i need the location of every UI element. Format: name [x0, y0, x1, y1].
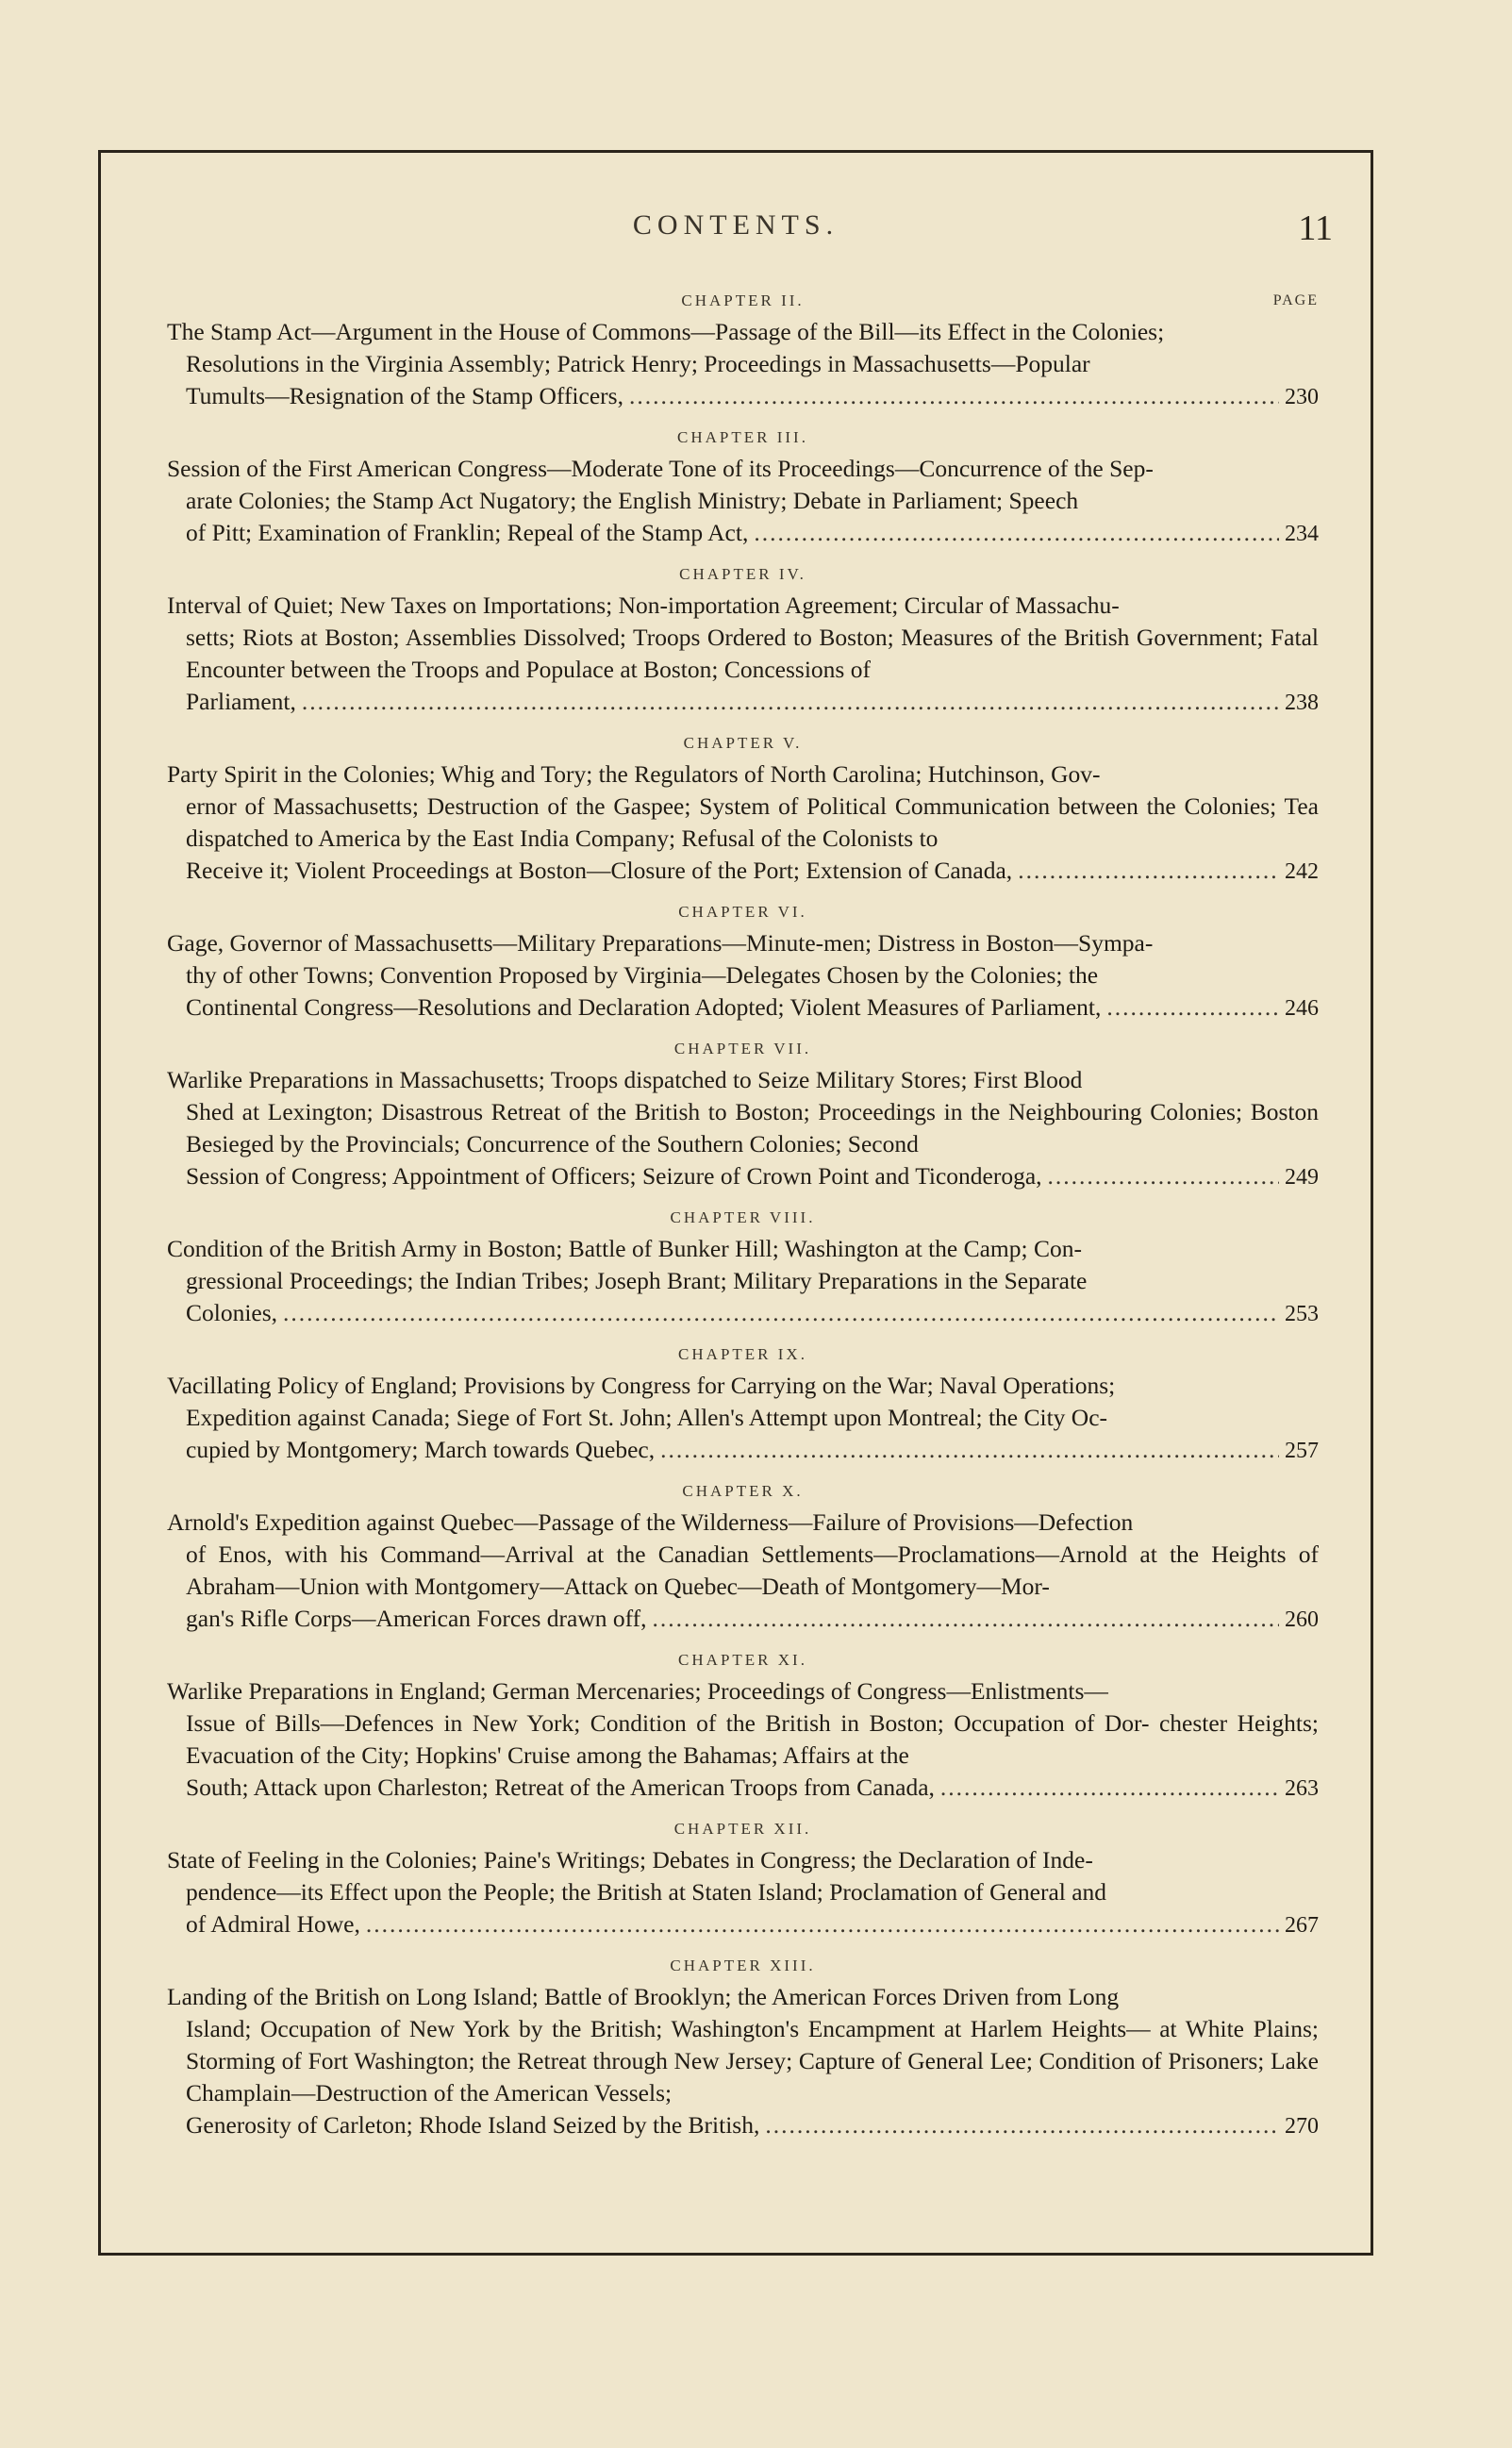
- dot-leader: [283, 1297, 1279, 1329]
- chapter-summary: [167, 590, 1319, 719]
- chapter-page-number: 242: [1285, 859, 1319, 884]
- chapter-heading-text: CHAPTER X.: [682, 1482, 804, 1500]
- summary-last-line: gan's Rifle Corps—American Forces drawn off,: [186, 1605, 647, 1632]
- chapter-heading: [167, 1343, 1319, 1366]
- chapter-heading: [167, 1649, 1319, 1672]
- chapter-entry: [167, 426, 1319, 550]
- chapter-page-number: 230: [1285, 385, 1319, 409]
- chapter-page-number: 249: [1285, 1165, 1319, 1190]
- chapter-heading: [167, 732, 1319, 755]
- chapter-page-number: 267: [1285, 1913, 1319, 1938]
- dot-leader: [1106, 991, 1279, 1024]
- chapter-heading-text: CHAPTER IV.: [679, 565, 806, 583]
- chapter-heading-text: CHAPTER III.: [677, 428, 808, 446]
- chapter-entry: [167, 290, 1319, 413]
- summary-last-line: Continental Congress—Resolutions and Declaration Adopted; Violent Measures of Parliament,: [186, 993, 1102, 1021]
- summary-body: Expedition against Canada; Siege of Fort St. John; Allen's Attempt upon Montreal; the City Oc-: [186, 1404, 1108, 1431]
- chapter-entry: [167, 1038, 1319, 1193]
- chapter-page-number: 263: [1285, 1776, 1319, 1801]
- dot-leader: [660, 1434, 1279, 1466]
- running-title: CONTENTS.: [632, 209, 839, 241]
- chapter-entry: [167, 1955, 1319, 2142]
- chapter-heading: [167, 1480, 1319, 1503]
- chapter-heading: [167, 563, 1319, 586]
- dot-leader: [653, 1603, 1279, 1635]
- chapter-summary: [167, 927, 1319, 1024]
- chapter-summary: [167, 1675, 1319, 1805]
- dot-leader: [366, 1908, 1279, 1940]
- chapter-entry: [167, 1207, 1319, 1330]
- chapter-entry: [167, 732, 1319, 888]
- summary-first-line: Party Spirit in the Colonies; Whig and Tory; the Regulators of North Carolina; Hutchinson, Gov-: [167, 760, 1101, 788]
- summary-body: Resolutions in the Virginia Assembly; Patrick Henry; Proceedings in Massachusetts—Popular: [186, 350, 1090, 377]
- summary-body: Shed at Lexington; Disastrous Retreat of the British to Boston; Proceedings in the Neighbouring Colonies; Boston Besieged by the Provincials; Concurrence of the Southern Colonies; Second: [186, 1098, 1319, 1157]
- chapter-heading: [167, 290, 1319, 312]
- chapter-entry: [167, 1649, 1319, 1805]
- chapter-heading-text: CHAPTER XI.: [678, 1651, 807, 1669]
- summary-last-line: of Admiral Howe,: [186, 1910, 360, 1938]
- chapter-entry: [167, 563, 1319, 719]
- summary-last-line: Receive it; Violent Proceedings at Boston—Closure of the Port; Extension of Canada,: [186, 857, 1013, 884]
- summary-body: setts; Riots at Boston; Assemblies Dissolved; Troops Ordered to Boston; Measures of the British Government; Fatal Encounter between the Troops and Populace at Boston; Concessions of: [186, 624, 1319, 683]
- chapter-heading: [167, 1955, 1319, 1977]
- summary-first-line: Warlike Preparations in Massachusetts; Troops dispatched to Seize Military Stores; First Blood: [167, 1066, 1083, 1093]
- chapter-page-number: 270: [1285, 2114, 1319, 2139]
- chapter-page-number: 257: [1285, 1439, 1319, 1463]
- chapter-page-number: 246: [1285, 996, 1319, 1021]
- chapter-heading-text: CHAPTER II.: [681, 291, 805, 309]
- summary-first-line: Gage, Governor of Massachusetts—Military Preparations—Minute-men; Distress in Boston—Sympa-: [167, 929, 1154, 957]
- table-of-contents: [167, 290, 1319, 2142]
- page-column-label: PAGE: [1272, 292, 1319, 308]
- dot-leader: [629, 380, 1279, 412]
- summary-first-line: Landing of the British on Long Island; Battle of Brooklyn; the American Forces Driven from Long: [167, 1983, 1120, 2010]
- page-number: 11: [1298, 208, 1333, 248]
- chapter-entry: [167, 1818, 1319, 1941]
- summary-first-line: Interval of Quiet; New Taxes on Importations; Non-importation Agreement; Circular of Massachu-: [167, 591, 1120, 619]
- chapter-heading: [167, 1038, 1319, 1060]
- chapter-page-number: 260: [1285, 1607, 1319, 1632]
- summary-last-line: Session of Congress; Appointment of Officers; Seizure of Crown Point and Ticonderoga,: [186, 1162, 1042, 1190]
- dot-leader: [302, 686, 1279, 718]
- summary-body: Island; Occupation of New York by the British; Washington's Encampment at Harlem Heights— at White Plains; Storming of Fort Washington; the Retreat through New Jersey; Capture of General Lee; Condition of Prisoners; Lake Champlain—Destruction of the American Vessels;: [186, 2015, 1319, 2107]
- summary-last-line: Generosity of Carleton; Rhode Island Seized by the British,: [186, 2111, 760, 2139]
- chapter-heading-text: CHAPTER VI.: [678, 903, 807, 921]
- chapter-heading: [167, 1207, 1319, 1229]
- summary-body: arate Colonies; the Stamp Act Nugatory; the English Ministry; Debate in Parliament; Speech: [186, 487, 1079, 514]
- summary-body: ernor of Massachusetts; Destruction of the Gaspee; System of Political Communication between the Colonies; Tea dispatched to America by the East India Company; Refusal of the Colonists to: [186, 792, 1319, 852]
- chapter-heading: [167, 426, 1319, 449]
- chapter-summary: [167, 758, 1319, 888]
- chapter-summary: [167, 1844, 1319, 1941]
- dot-leader: [1018, 855, 1279, 887]
- chapter-summary: [167, 1064, 1319, 1193]
- summary-last-line: cupied by Montgomery; March towards Quebec,: [186, 1436, 656, 1463]
- chapter-heading-text: CHAPTER IX.: [678, 1345, 807, 1363]
- summary-last-line: Parliament,: [186, 688, 296, 715]
- page-frame: [98, 150, 1373, 2256]
- chapter-page-number: 253: [1285, 1302, 1319, 1326]
- dot-leader: [765, 2109, 1279, 2141]
- summary-last-line: South; Attack upon Charleston; Retreat of the American Troops from Canada,: [186, 1774, 935, 1801]
- chapter-heading-text: CHAPTER VII.: [673, 1040, 812, 1057]
- summary-body: pendence—its Effect upon the People; the British at Staten Island; Proclamation of General and: [186, 1878, 1107, 1906]
- summary-first-line: Condition of the British Army in Boston; Battle of Bunker Hill; Washington at the Camp; Con-: [167, 1235, 1082, 1262]
- dot-leader: [754, 517, 1279, 549]
- summary-last-line: Tumults—Resignation of the Stamp Officers,: [186, 382, 623, 409]
- chapter-summary: [167, 1981, 1319, 2142]
- summary-body: gressional Proceedings; the Indian Tribes; Joseph Brant; Military Preparations in the Separate: [186, 1267, 1088, 1294]
- summary-first-line: State of Feeling in the Colonies; Paine's Writings; Debates in Congress; the Declaration of Inde-: [167, 1846, 1093, 1873]
- summary-last-line: Colonies,: [186, 1299, 278, 1326]
- chapter-summary: [167, 453, 1319, 550]
- dot-leader: [940, 1772, 1279, 1804]
- summary-body: of Enos, with his Command—Arrival at the Canadian Settlements—Proclamations—Arnold at the Heights of Abraham—Union with Montgomery—Attack on Quebec—Death of Montgomery—Mor-: [186, 1540, 1319, 1600]
- summary-first-line: Session of the First American Congress—Moderate Tone of its Proceedings—Concurrence of the Sep-: [167, 455, 1154, 482]
- chapter-entry: [167, 1480, 1319, 1636]
- chapter-heading: [167, 901, 1319, 924]
- chapter-page-number: 234: [1285, 522, 1319, 546]
- chapter-summary: [167, 316, 1319, 413]
- chapter-heading: [167, 1818, 1319, 1840]
- summary-last-line: of Pitt; Examination of Franklin; Repeal of the Stamp Act,: [186, 519, 749, 546]
- summary-body: thy of other Towns; Convention Proposed by Virginia—Delegates Chosen by the Colonies; the: [186, 961, 1099, 989]
- chapter-heading-text: CHAPTER V.: [683, 734, 803, 752]
- chapter-entry: [167, 901, 1319, 1024]
- summary-body: Issue of Bills—Defences in New York; Condition of the British in Boston; Occupation of Dor- chester Heights; Evacuation of the City; Hopkins' Cruise among the Bahamas; Affairs at the: [186, 1709, 1319, 1769]
- summary-first-line: Arnold's Expedition against Quebec—Passage of the Wilderness—Failure of Provisions—Defection: [167, 1508, 1134, 1536]
- summary-first-line: The Stamp Act—Argument in the House of Commons—Passage of the Bill—its Effect in the Colonies;: [167, 318, 1165, 345]
- summary-first-line: Warlike Preparations in England; German Mercenaries; Proceedings of Congress—Enlistments—: [167, 1677, 1108, 1705]
- chapter-heading-text: CHAPTER XIII.: [670, 1957, 816, 1974]
- dot-leader: [1048, 1160, 1279, 1192]
- chapter-summary: [167, 1370, 1319, 1467]
- chapter-summary: [167, 1507, 1319, 1636]
- chapter-entry: [167, 1343, 1319, 1467]
- chapter-heading-text: CHAPTER XII.: [673, 1820, 812, 1838]
- chapter-heading-text: CHAPTER VIII.: [670, 1208, 816, 1226]
- chapter-page-number: 238: [1285, 691, 1319, 715]
- summary-first-line: Vacillating Policy of England; Provisions by Congress for Carrying on the War; Naval Operations;: [167, 1372, 1116, 1399]
- chapter-summary: [167, 1233, 1319, 1330]
